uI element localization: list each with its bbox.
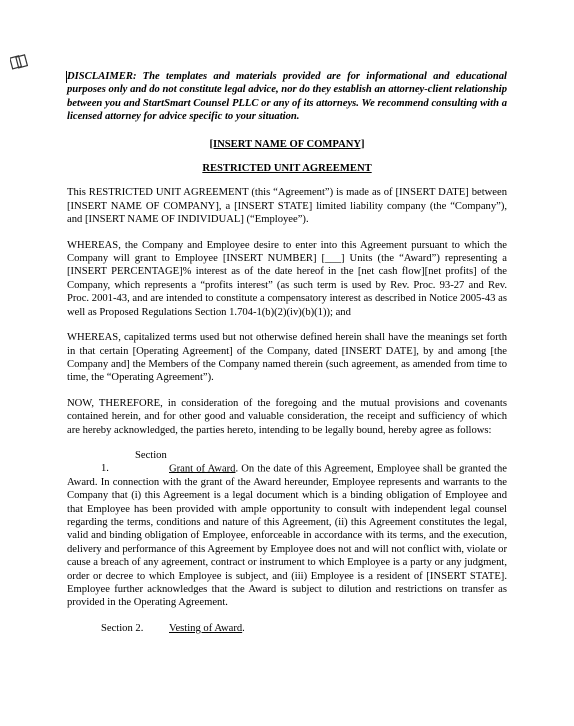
section-2-suffix: . bbox=[242, 622, 245, 634]
company-name-heading: [INSERT NAME OF COMPANY] bbox=[209, 138, 365, 150]
document-body bbox=[67, 70, 507, 635]
now-therefore-paragraph: NOW, THEREFORE, in consideration of the foregoing and the mutual provisions and covenants contained herein, and for other good and valuable consideration, the receipt and sufficiency of which are hereby acknowledged, the parties hereto, intending to be legally bound, hereby agree as follows: bbox=[67, 397, 507, 436]
agreement-title: RESTRICTED UNIT AGREEMENT bbox=[202, 163, 372, 175]
whereas-paragraph-1: WHEREAS, the Company and Employee desire to enter into this Agreement pursuant to which the Company will grant to Employee [INSERT NUMBER] [___] Units (the “Award”) representing a [INSERT PERCENTAGE]% interest as of the date hereof in the [net cash flow][net profits] of the Company, which represents a “profits interest” (as such term is used by Rev. Proc. 93-27 and Rev. Proc. 2001-43, and are intended to constitute a compensatory interest as described in Notice 2005-43 as well as Proposed Regulations Section 1.704-1(b)(2)(iv)(b)(1)); and bbox=[67, 239, 507, 318]
section-1-paragraph bbox=[67, 449, 507, 610]
section-2-heading: Vesting of Award bbox=[169, 622, 243, 634]
section-1-body: . On the date of this Agreement, Employee shall be granted the Award. In connection with the grant of the Award hereunder, Employee represents and warrants to the Company that (i) this Agreement is a legal document which is a binding obligation of Employee and that Employee has been provided with ample opportunity to consult with independent legal counsel regarding the terms, conditions and nature of this Agreement, (ii) this Agreement constitutes the legal, valid and binding obligation of Employee, enforceable in accordance with its terms, and the execution, delivery and performance of this Agreement by Employee does not and will not conflict with, violate or cause a breach of any agreement, contract or instrument to which Employee is a party or any judgment, order or decree to which Employee is subject, and (iii) Employee is a resident of [INSERT STATE]. Employee further acknowledges that the Award is subject to dilution and restrictions on transfer as provided in the Operating Agreement. bbox=[67, 463, 507, 609]
section-2-paragraph bbox=[67, 622, 507, 635]
section-1-heading: Grant of Award bbox=[169, 463, 236, 475]
text-cursor bbox=[66, 71, 67, 83]
section-2-label: Section 2. bbox=[101, 622, 144, 634]
whereas-paragraph-2: WHEREAS, capitalized terms used but not otherwise defined herein shall have the meanings set forth in that certain [Operating Agreement] of the Company, dated [INSERT DATE], by and among [the Company and] the Members of the Company named therein (such agreement, as amended from time to time, the “Operating Agreement”). bbox=[67, 332, 507, 384]
document-link-icon bbox=[10, 54, 28, 70]
intro-paragraph: This RESTRICTED UNIT AGREEMENT (this “Agreement”) is made as of [INSERT DATE] between [INSERT NAME OF COMPANY], a [INSERT STATE] limited liability company (the “Company”), and [INSERT NAME OF INDIVIDUAL] (“Employee”). bbox=[67, 187, 507, 226]
section-1-label: Section 1. bbox=[101, 449, 167, 475]
disclaimer-text: DISCLAIMER: The templates and materials provided are for informational and educational purposes only and do not constitute legal advice, nor do they establish an attorney-client relationship between you and StartSmart Counsel PLLC or any of its attorneys. We recommend consulting with a licensed attorney for advice specific to your situation. bbox=[67, 71, 507, 123]
